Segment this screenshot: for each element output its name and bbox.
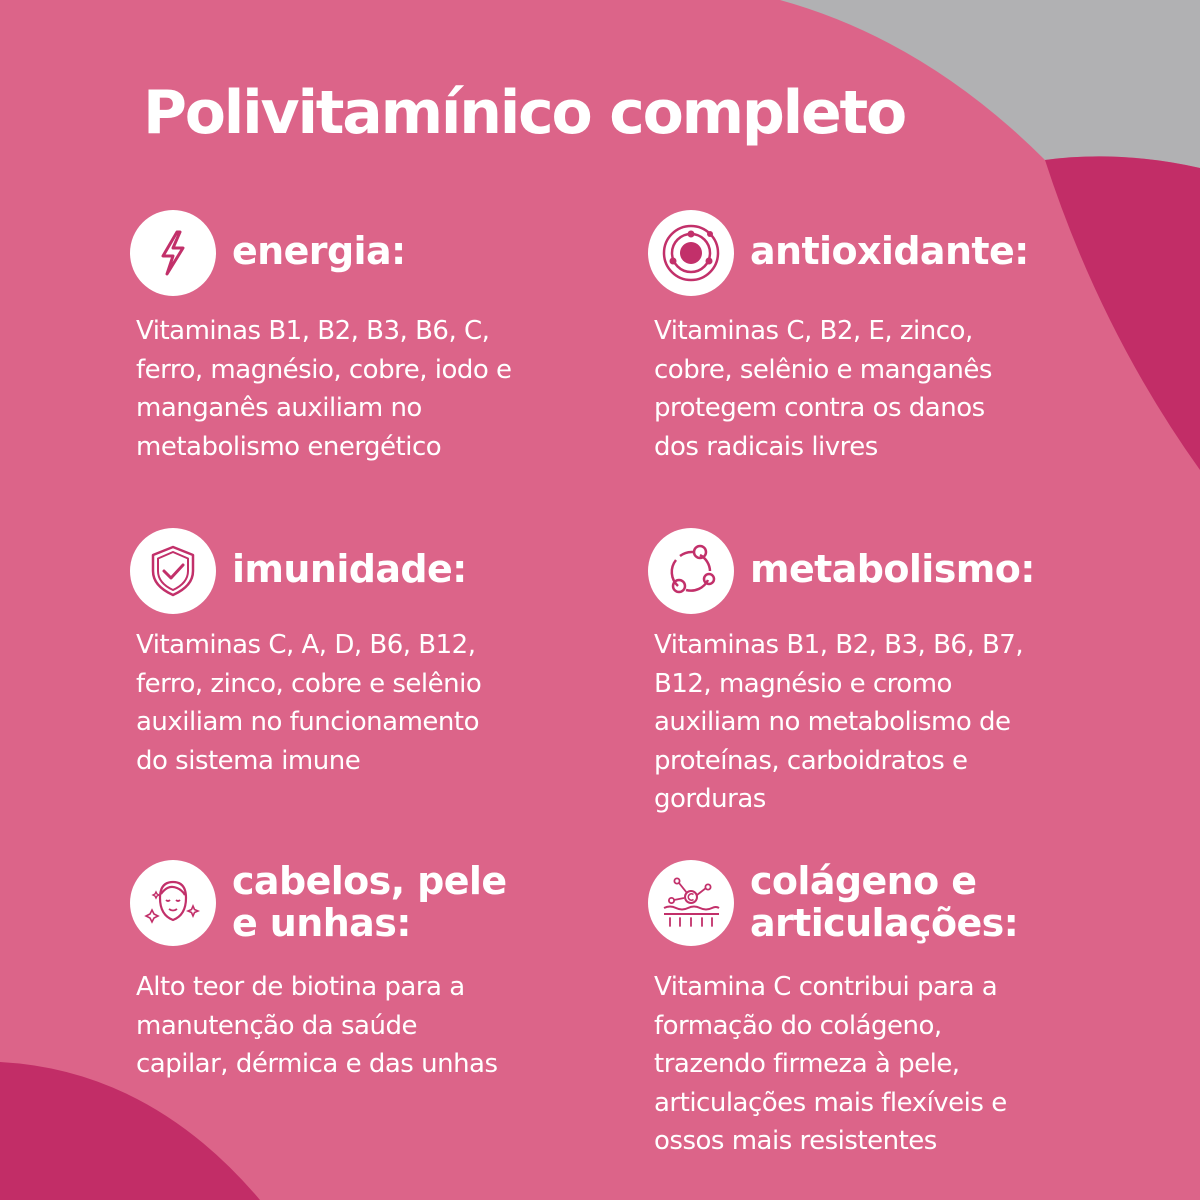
card-body-line: do sistema imune: [136, 745, 361, 776]
card-body-line: trazendo firmeza à pele,: [654, 1049, 960, 1079]
card-body-line: manganês auxiliam no: [136, 393, 422, 423]
icon-badge: [648, 210, 734, 296]
card-body: [136, 312, 512, 466]
card-body-line: Vitamina C contribui para a: [654, 972, 998, 1002]
card-body-line: auxiliam no funcionamento: [136, 707, 479, 737]
card-body-line: Vitaminas B1, B2, B3, B6, C,: [136, 316, 490, 346]
card-heading-line: colágeno e: [750, 859, 977, 903]
icon-badge: [130, 528, 216, 614]
card-body-line: cobre, selênio e manganês: [654, 354, 992, 385]
card-body-line: auxiliam no metabolismo de: [654, 707, 1011, 737]
card-body: [654, 968, 1007, 1161]
icon-badge: [130, 210, 216, 296]
card-body-line: manutenção da saúde: [136, 1010, 417, 1041]
card-body-line: ferro, magnésio, cobre, iodo e: [136, 354, 512, 385]
card-body-line: B12, magnésio e cromo: [654, 668, 952, 699]
card-heading-line: imunidade:: [232, 547, 467, 591]
card-body-line: articulações mais flexíveis e: [654, 1087, 1007, 1118]
icon-badge: [130, 860, 216, 946]
face-sparkles-icon: [130, 860, 216, 946]
card-body: [654, 626, 1023, 819]
card-body-line: proteínas, carboidratos e: [654, 745, 968, 776]
card-body-line: Alto teor de biotina para a: [136, 972, 465, 1002]
card-body-line: dos radicais livres: [654, 431, 878, 462]
card-heading-line: metabolismo:: [750, 547, 1035, 591]
card-heading-line: e unhas:: [232, 901, 411, 945]
card-body: [136, 968, 498, 1084]
card-body-line: metabolismo energético: [136, 431, 442, 462]
cycle-nodes-icon: [648, 528, 734, 614]
card-heading-line: energia:: [232, 229, 406, 273]
icon-badge: [648, 528, 734, 614]
card-heading: [232, 548, 467, 590]
right-magenta-shape: [1045, 156, 1200, 470]
card-heading: [750, 230, 1029, 272]
shield-check-icon: [130, 528, 216, 614]
card-heading: [750, 860, 1018, 944]
card-body-line: protegem contra os danos: [654, 393, 985, 423]
card-body-line: Vitaminas C, A, D, B6, B12,: [136, 630, 476, 660]
icon-badge: [648, 860, 734, 946]
card-body: [136, 626, 481, 780]
card-heading-line: articulações:: [750, 901, 1019, 945]
collagen-skin-icon: [648, 860, 734, 946]
card-heading: [232, 230, 406, 272]
card-heading: [232, 860, 507, 944]
card-body-line: Vitaminas B1, B2, B3, B6, B7,: [654, 630, 1024, 660]
card-body: [654, 312, 992, 466]
card-heading: [750, 548, 1035, 590]
card-body-line: capilar, dérmica e das unhas: [136, 1049, 498, 1079]
card-body-line: gorduras: [654, 784, 766, 814]
card-body-line: ferro, zinco, cobre e selênio: [136, 668, 482, 699]
card-heading-line: cabelos, pele: [232, 859, 507, 903]
card-heading-line: antioxidante:: [750, 229, 1029, 273]
card-body-line: ossos mais resistentes: [654, 1126, 937, 1156]
lightning-bolt-icon: [130, 210, 216, 296]
atom-orbit-icon: [648, 210, 734, 296]
card-body-line: Vitaminas C, B2, E, zinco,: [654, 316, 973, 346]
page-title: Polivitamínico completo: [143, 78, 906, 148]
card-body-line: formação do colágeno,: [654, 1010, 942, 1041]
